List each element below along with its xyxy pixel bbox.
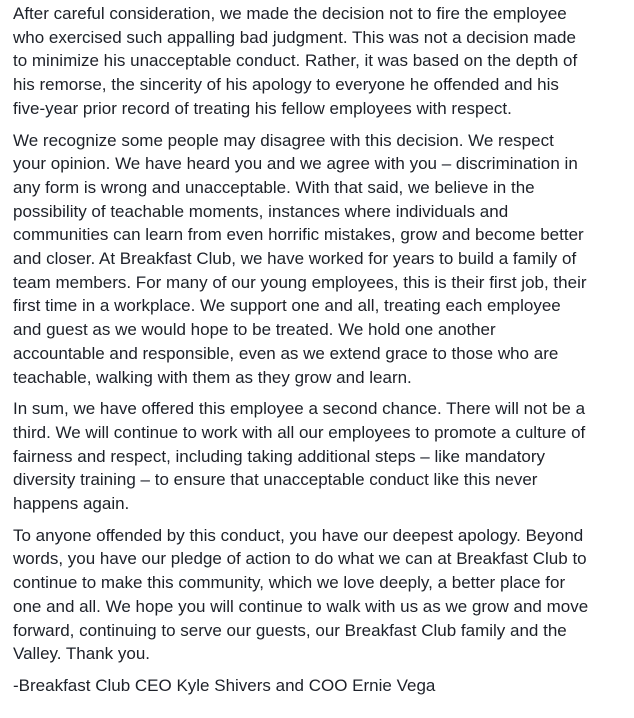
text-line: To anyone offended by this conduct, you have our deepest apology. Beyond xyxy=(13,525,584,545)
text-line: and closer. At Breakfast Club, we have worked for years to build a family of xyxy=(13,249,577,269)
text-line: forward, continuing to serve our guests, our Breakfast Club family and the xyxy=(13,620,567,640)
text-line: first time in a workplace. We support one and all, treating each employee xyxy=(13,296,561,316)
paragraph-second-chance xyxy=(13,397,634,516)
text-line: diversity training – to ensure that unacceptable conduct like this never xyxy=(13,470,538,490)
paragraph-apology xyxy=(13,524,634,666)
signature xyxy=(13,674,634,698)
text-line: words, you have our pledge of action to do what we can at Breakfast Club to xyxy=(13,549,587,569)
text-line: teachable, walking with them as they grow and learn. xyxy=(13,367,412,387)
text-line: your opinion. We have heard you and we agree with you – discrimination in xyxy=(13,154,578,174)
text-line: possibility of teachable moments, instances where individuals and xyxy=(13,201,509,221)
text-line: one and all. We hope you will continue to walk with us as we grow and move xyxy=(13,596,589,616)
text-line: communities can learn from even horrific mistakes, grow and become better xyxy=(13,225,584,245)
text-line: five-year prior record of treating his fellow employees with respect. xyxy=(13,98,512,118)
text-line: his remorse, the sincerity of his apology to everyone he offended and his xyxy=(13,75,559,95)
text-line: Valley. Thank you. xyxy=(13,644,151,664)
text-line: We recognize some people may disagree with this decision. We respect xyxy=(13,130,554,150)
paragraph-recognition xyxy=(13,129,634,390)
text-line: accountable and responsible, even as we extend grace to those who are xyxy=(13,343,559,363)
text-line: After careful consideration, we made the decision not to fire the employee xyxy=(13,4,567,23)
text-line: to minimize his unacceptable conduct. Rather, it was based on the depth of xyxy=(13,51,578,71)
text-line: -Breakfast Club CEO Kyle Shivers and COO Ernie Vega xyxy=(13,675,436,695)
text-line: and guest as we would hope to be treated. We hold one another xyxy=(13,320,496,340)
text-line: team members. For many of our young employees, this is their first job, their xyxy=(13,272,587,292)
text-line: fairness and respect, including taking additional steps – like mandatory xyxy=(13,446,546,466)
text-line: In sum, we have offered this employee a second chance. There will not be a xyxy=(13,399,586,419)
text-line: continue to make this community, which we love deeply, a better place for xyxy=(13,573,566,593)
text-line: happens again. xyxy=(13,494,130,514)
text-line: any form is wrong and unacceptable. With that said, we believe in the xyxy=(13,177,535,197)
paragraph-decision xyxy=(13,2,634,121)
text-line: who exercised such appalling bad judgment. This was not a decision made xyxy=(13,27,576,47)
text-line: third. We will continue to work with all our employees to promote a culture of xyxy=(13,422,586,442)
